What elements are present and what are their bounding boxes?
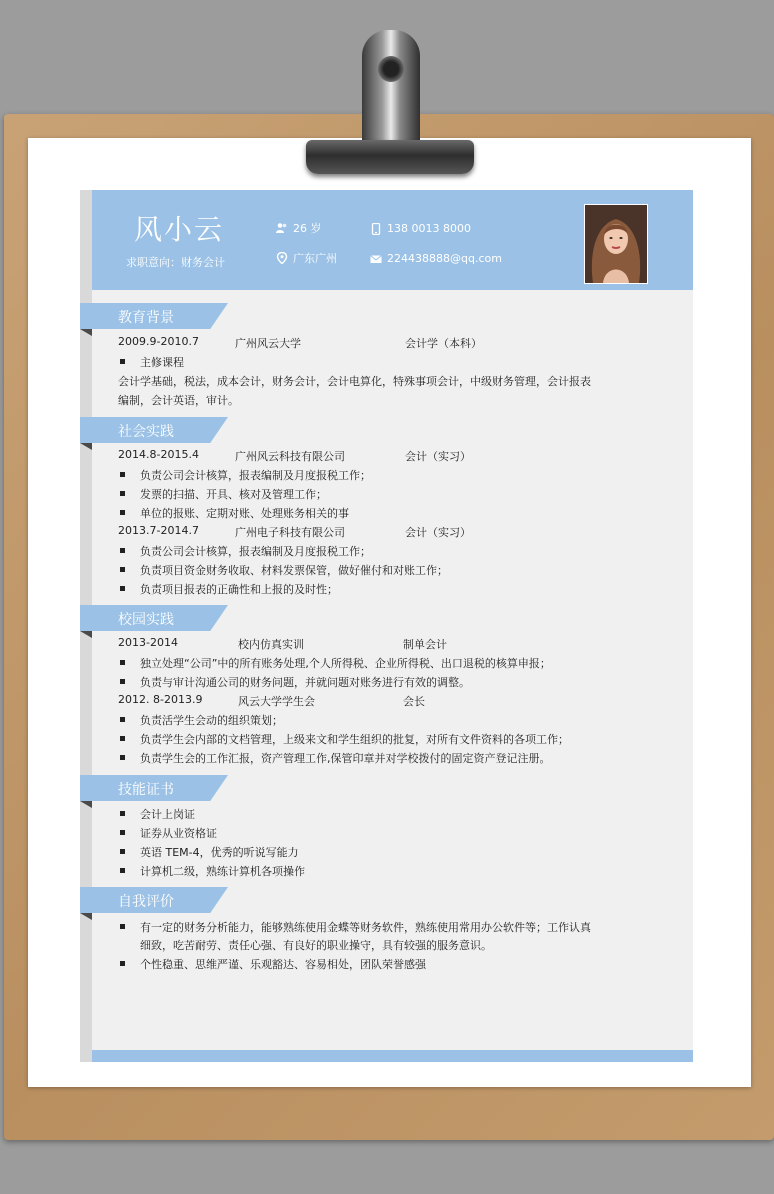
job1-company: 广州风云科技有限公司 [235, 450, 345, 463]
phone-icon [370, 223, 382, 235]
job1-item: 负责公司会计核算，报表编制及月度报税工作； [140, 469, 371, 482]
campus1-date: 2013-2014 [118, 636, 178, 649]
job1-item: 单位的报账、定期对账、处理账务相关的事 [140, 507, 349, 520]
edu-course-label: 主修课程 [140, 356, 184, 369]
job2-item: 负责公司会计核算，报表编制及月度报税工作； [140, 545, 371, 558]
bullet [120, 510, 125, 515]
job1-item: 发票的扫描、开具、核对及管理工作； [140, 488, 327, 501]
job2-role: 会计（实习） [405, 526, 471, 539]
edu-school: 广州风云大学 [235, 337, 301, 350]
clip-hole [378, 56, 404, 82]
campus1-role: 制单会计 [403, 638, 447, 651]
job2-company: 广州电子科技有限公司 [235, 526, 345, 539]
clip-base [306, 140, 474, 174]
campus2-date: 2012. 8-2013.9 [118, 693, 203, 706]
email-text: 224438888@qq.com [387, 252, 502, 265]
mail-icon [370, 253, 382, 265]
self-paragraph1-line1: 有一定的财务分析能力，能够熟练使用金蝶等财务软件，熟练使用常用办公软件等；工作认真 [140, 921, 591, 934]
email-item [370, 252, 502, 265]
bullet [120, 359, 125, 364]
bullet [120, 472, 125, 477]
bullet [120, 736, 125, 741]
section-title-campus: 校园实践 [118, 612, 174, 628]
phone-text: 138 0013 8000 [387, 222, 471, 235]
campus2-org: 风云大学学生会 [238, 695, 315, 708]
job1-role: 会计（实习） [405, 450, 471, 463]
campus1-org: 校内仿真实训 [238, 638, 304, 651]
job2-date: 2013.7-2014.7 [118, 524, 199, 537]
bullet [120, 586, 125, 591]
bullet [120, 755, 125, 760]
bullet [120, 830, 125, 835]
location-pin-icon [276, 252, 288, 264]
section-title-education: 教育背景 [118, 310, 174, 326]
location-text: 广东广州 [293, 252, 337, 265]
age-text: 26 岁 [293, 222, 322, 235]
bullet [120, 924, 125, 929]
bullet [120, 849, 125, 854]
self-paragraph1-line2: 细致，吃苦耐劳、责任心强、有良好的职业操守，具有较强的服务意识。 [140, 939, 492, 952]
campus2-point: 负责学生会内部的文档管理，上级来文和学生组织的批复，对所有文件资料的各项工作； [140, 733, 569, 746]
section-title-self: 自我评价 [118, 894, 174, 910]
bullet [120, 567, 125, 572]
candidate-name: 风小云 [134, 213, 225, 246]
campus2-role: 会长 [403, 695, 425, 708]
edu-courses-line2: 编制，会计英语，审计。 [118, 394, 239, 407]
section-title-social: 社会实践 [118, 424, 174, 440]
bullet [120, 961, 125, 966]
job2-item: 负责项目报表的正确性和上报的及时性； [140, 583, 338, 596]
edu-date: 2009.9-2010.7 [118, 335, 199, 348]
campus1-point: 负责与审计沟通公司的财务问题，并就问题对账务进行有效的调整。 [140, 676, 470, 689]
edu-courses-line1: 会计学基础，税法，成本会计，财务会计，会计电算化，特殊事项会计，中级财务管理，会计报表 [118, 375, 591, 388]
job2-item: 负责项目资金财务收取、材料发票保管，做好催付和对账工作； [140, 564, 448, 577]
bullet [120, 868, 125, 873]
skill-item: 会计上岗证 [140, 808, 195, 821]
skill-item: 英语 TEM-4，优秀的听说写能力 [140, 846, 299, 859]
edu-major: 会计学（本科） [405, 337, 482, 350]
resume-footer-bar [92, 1050, 693, 1062]
profile-photo [584, 204, 648, 284]
bullet [120, 491, 125, 496]
phone-item [370, 222, 471, 235]
campus2-point: 负责学生会的工作汇报，资产管理工作,保管印章并对学校拨付的固定资产登记注册。 [140, 752, 551, 765]
section-title-skills: 技能证书 [118, 782, 174, 798]
self-paragraph2: 个性稳重、思维严谨、乐观豁达、容易相处，团队荣誉感强 [140, 958, 426, 971]
location-item [276, 250, 337, 266]
person-icon [276, 222, 288, 234]
job-intent: 求职意向：财务会计 [126, 256, 225, 269]
job1-date: 2014.8-2015.4 [118, 448, 199, 461]
clip-icon [362, 30, 420, 148]
bullet [120, 717, 125, 722]
campus1-point: 独立处理“公司”中的所有账务处理,个人所得税、企业所得税、出口退税的核算申报； [140, 657, 551, 670]
age-item [276, 220, 322, 236]
campus2-point: 负责活学生会动的组织策划； [140, 714, 283, 727]
bullet [120, 660, 125, 665]
bullet [120, 548, 125, 553]
bullet [120, 811, 125, 816]
skill-item: 证券从业资格证 [140, 827, 217, 840]
skill-item: 计算机二级，熟练计算机各项操作 [140, 865, 305, 878]
bullet [120, 679, 125, 684]
